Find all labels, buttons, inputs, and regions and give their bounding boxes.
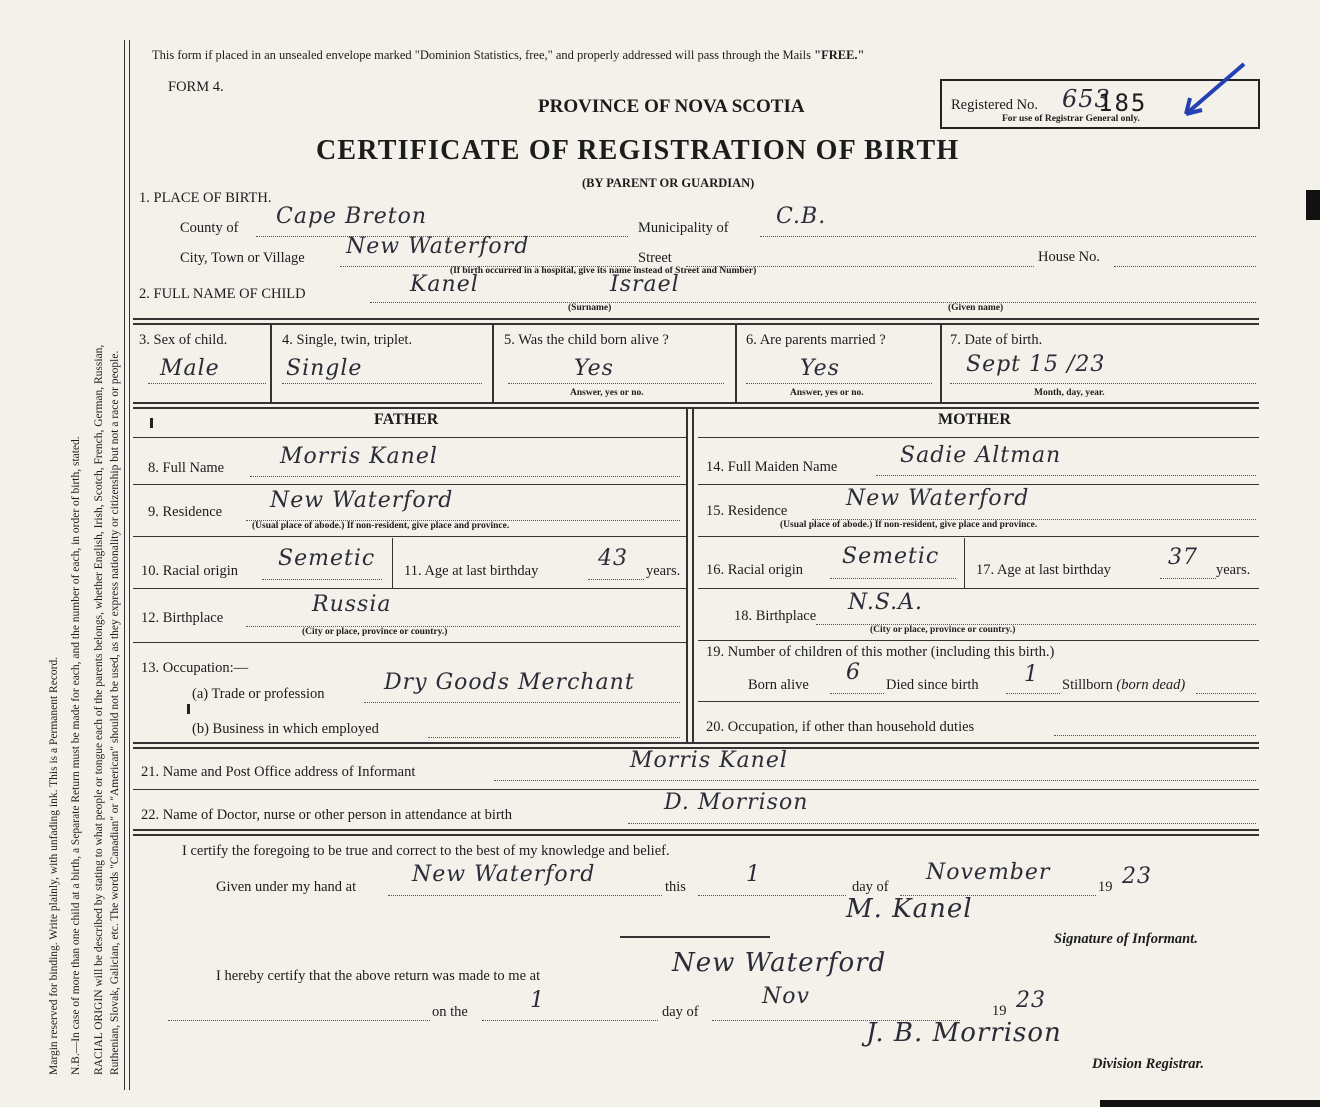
rule — [492, 324, 494, 402]
municipality-value: C.B. — [776, 204, 827, 229]
stillborn-line — [1196, 693, 1256, 694]
born-alive-count-value: 6 — [846, 660, 861, 685]
form-number: FORM 4. — [168, 79, 224, 95]
registrar-month-value: Nov — [762, 984, 810, 1009]
born-alive-note: Answer, yes or no. — [570, 388, 644, 398]
rule — [698, 640, 1259, 641]
mother-racial-origin-line — [830, 578, 956, 579]
sex-value: Male — [160, 356, 220, 381]
margin-rule — [124, 40, 125, 1090]
house-number-label: House No. — [1038, 249, 1101, 265]
mother-birthplace-note: (City or place, province or country.) — [870, 625, 1016, 635]
sex-label: 3. Sex of child. — [139, 332, 228, 348]
given-place-value: New Waterford — [412, 862, 596, 887]
died-count-line — [1006, 693, 1060, 694]
rule — [964, 538, 965, 588]
registrar-signature: J. B. Morrison — [866, 1018, 1062, 1048]
rule — [133, 829, 1259, 831]
mother-birthplace-label: 18. Birthplace — [734, 608, 817, 624]
parents-married-question: 6. Are parents married ? — [746, 332, 886, 348]
municipality-line — [760, 236, 1256, 237]
margin-racial-note-2: Ruthenian, Slovak, Galician, etc. The words "Canadian" or "American" should not be used, as they express nationality or citizenship but not a race or people. — [109, 350, 121, 1075]
father-name-line — [250, 476, 680, 477]
given-year-prefix: 19 — [1098, 879, 1113, 895]
father-age-line — [588, 579, 644, 580]
father-occupation-label: 13. Occupation:— — [141, 660, 249, 676]
mark — [187, 704, 190, 714]
on-the-label: on the — [432, 1004, 468, 1020]
child-name-line — [370, 302, 1256, 303]
street-label: Street — [638, 250, 672, 266]
sex-line — [148, 383, 266, 384]
plurality-label: 4. Single, twin, triplet. — [282, 332, 413, 348]
mother-racial-origin-label: 16. Racial origin — [706, 562, 804, 578]
plurality-value: Single — [286, 356, 363, 381]
county-label: County of — [180, 220, 239, 236]
registrar-day-line — [482, 1020, 658, 1021]
father-age-label: 11. Age at last birthday — [404, 563, 539, 579]
rule — [133, 437, 686, 438]
date-of-birth-value: Sept 15 /23 — [966, 352, 1106, 377]
plurality-line — [282, 383, 482, 384]
rule — [133, 318, 1259, 320]
municipality-label: Municipality of — [638, 220, 729, 236]
rule — [686, 408, 688, 742]
margin-binding-note: Margin reserved for binding. Write plainly, with unfading ink. This is a Permanent Record. — [48, 656, 60, 1075]
mother-name-value: Sadie Altman — [900, 443, 1062, 468]
father-trade-line — [364, 702, 680, 703]
checkmark-icon — [1180, 58, 1250, 120]
informant-signature: M. Kanel — [846, 894, 973, 924]
mother-occupation-line — [1054, 735, 1256, 736]
registrar-note: For use of Registrar General only. — [1002, 114, 1140, 124]
rule — [133, 834, 1259, 836]
rule — [620, 936, 770, 938]
born-alive-value: Yes — [574, 356, 614, 381]
father-residence-value: New Waterford — [270, 488, 454, 513]
rule — [133, 484, 686, 485]
father-name-label: 8. Full Name — [148, 460, 225, 476]
died-count-label: Died since birth — [886, 677, 979, 693]
father-age-value: 43 — [598, 546, 628, 571]
registrar-year-prefix: 19 — [992, 1003, 1007, 1019]
father-birthplace-value: Russia — [312, 592, 392, 617]
father-trade-label: (a) Trade or profession — [192, 686, 325, 702]
doctor-value: D. Morrison — [664, 790, 809, 815]
rule — [735, 324, 737, 402]
province-heading: PROVINCE OF NOVA SCOTIA — [538, 96, 805, 117]
rule — [133, 742, 1259, 744]
given-day-value: 1 — [746, 862, 761, 887]
stillborn-label: Stillborn (born dead) — [1062, 677, 1186, 693]
date-of-birth-label: 7. Date of birth. — [950, 332, 1043, 348]
father-business-line — [428, 737, 680, 738]
father-residence-label: 9. Residence — [148, 504, 223, 520]
mother-age-label: 17. Age at last birthday — [976, 562, 1111, 578]
father-birthplace-label: 12. Birthplace — [141, 610, 224, 626]
date-of-birth-line — [950, 383, 1256, 384]
rule — [133, 536, 686, 537]
parents-married-line — [746, 383, 932, 384]
margin-nb-note: N.B.—In case of more than one child at a birth, a Separate Return must be made for each, and the number of each, in order of birth, stated. — [70, 436, 82, 1075]
scan-edge-mark — [1306, 190, 1320, 220]
father-racial-origin-line — [262, 579, 382, 580]
rule — [133, 588, 686, 589]
born-alive-line — [508, 383, 724, 384]
died-count-value: 1 — [1024, 662, 1039, 687]
rule — [698, 484, 1259, 485]
rule — [133, 642, 686, 643]
mother-age-value: 37 — [1168, 545, 1198, 570]
date-of-birth-note: Month, day, year. — [1034, 388, 1105, 398]
parents-married-value: Yes — [800, 356, 840, 381]
doctor-label: 22. Name of Doctor, nurse or other person in attendance at birth — [141, 807, 513, 823]
born-alive-count-label: Born alive — [748, 677, 809, 693]
rule — [698, 437, 1259, 438]
born-alive-question: 5. Was the child born alive ? — [504, 332, 669, 348]
mother-occupation-label: 20. Occupation, if other than household duties — [706, 719, 975, 735]
this-label: this — [665, 879, 686, 895]
informant-label: 21. Name and Post Office address of Informant — [141, 764, 416, 780]
registrar-year-value: 23 — [1016, 988, 1046, 1013]
mother-heading: MOTHER — [938, 411, 1011, 428]
mother-residence-value: New Waterford — [846, 486, 1030, 511]
born-alive-count-line — [830, 693, 884, 694]
city-label: City, Town or Village — [180, 250, 305, 266]
registered-hand-number: 653 — [1062, 85, 1111, 113]
given-name-note: (Given name) — [948, 303, 1004, 313]
registrar-signature-label: Division Registrar. — [1092, 1056, 1204, 1072]
rule — [698, 588, 1259, 589]
rule — [133, 402, 1259, 404]
father-heading: FATHER — [374, 411, 439, 428]
registrar-day-of-label: day of — [662, 1004, 699, 1020]
page-subtitle: (BY PARENT OR GUARDIAN) — [582, 176, 755, 190]
mother-racial-origin-value: Semetic — [842, 544, 940, 569]
father-racial-origin-label: 10. Racial origin — [141, 563, 239, 579]
mark — [150, 418, 153, 428]
mother-age-line — [1160, 578, 1216, 579]
mother-birthplace-value: N.S.A. — [848, 590, 923, 615]
rule — [940, 324, 942, 402]
father-racial-origin-value: Semetic — [278, 546, 376, 571]
informant-value: Morris Kanel — [630, 748, 788, 773]
page-title: CERTIFICATE OF REGISTRATION OF BIRTH — [316, 135, 960, 166]
child-surname-value: Kanel — [410, 272, 479, 297]
margin-rule-inner — [129, 40, 130, 1090]
informant-line — [494, 780, 1256, 781]
registrar-day-value: 1 — [530, 988, 545, 1013]
father-trade-value: Dry Goods Merchant — [384, 670, 635, 695]
child-name-label: 2. FULL NAME OF CHILD — [139, 286, 306, 302]
children-count-label: 19. Number of children of this mother (including this birth.) — [706, 644, 1055, 660]
given-day-line — [698, 895, 846, 896]
father-birthplace-note: (City or place, province or country.) — [302, 627, 448, 637]
given-month-value: November — [926, 860, 1051, 885]
certify-statement: I certify the foregoing to be true and correct to the best of my knowledge and belief. — [182, 843, 670, 859]
father-business-label: (b) Business in which employed — [192, 721, 379, 737]
father-years-label: years. — [646, 563, 681, 579]
doctor-line — [628, 823, 1256, 824]
father-name-value: Morris Kanel — [280, 444, 438, 469]
rule — [133, 323, 1259, 325]
given-under-label: Given under my hand at — [216, 879, 357, 895]
registered-number: 185 — [1098, 89, 1148, 117]
mother-residence-note: (Usual place of abode.) If non-resident, give place and province. — [780, 520, 1038, 530]
child-given-name-value: Israel — [610, 272, 680, 297]
house-number-line — [1114, 266, 1256, 267]
father-residence-note: (Usual place of abode.) If non-resident, give place and province. — [252, 521, 510, 531]
given-day-of-label: day of — [852, 879, 889, 895]
rule — [698, 536, 1259, 537]
scan-edge-mark — [1100, 1100, 1320, 1107]
hospital-note: (If birth occurred in a hospital, give its name instead of Street and Number) — [450, 266, 757, 276]
city-value: New Waterford — [346, 234, 530, 259]
given-place-line — [388, 895, 662, 896]
rule — [692, 408, 694, 742]
registrar-place-value: New Waterford — [672, 948, 887, 978]
registered-label: Registered No. — [951, 97, 1038, 113]
surname-note: (Surname) — [568, 303, 612, 313]
mother-name-line — [876, 475, 1256, 476]
place-of-birth-label: 1. PLACE OF BIRTH. — [139, 190, 272, 206]
rule — [392, 538, 393, 588]
margin-racial-note-1: RACIAL ORIGIN will be described by stating to what people or tongue each of the parents belongs, whether English, Irish, Scotch, French, German, Russian, — [93, 344, 105, 1075]
parents-married-note: Answer, yes or no. — [790, 388, 864, 398]
mail-notice: This form if placed in an unsealed envelope marked "Dominion Statistics, free," and properly addressed will pass through the Mails "FREE." — [152, 48, 865, 62]
registrar-lead-line — [168, 1020, 430, 1021]
mother-name-label: 14. Full Maiden Name — [706, 459, 838, 475]
rule — [133, 407, 1259, 409]
mother-years-label: years. — [1216, 562, 1251, 578]
mother-residence-label: 15. Residence — [706, 503, 788, 519]
informant-signature-label: Signature of Informant. — [1054, 931, 1198, 947]
rule — [698, 701, 1259, 702]
county-value: Cape Breton — [276, 204, 428, 229]
rule — [270, 324, 272, 402]
given-year-value: 23 — [1122, 864, 1152, 889]
registrar-statement: I hereby certify that the above return was made to me at — [216, 968, 541, 984]
